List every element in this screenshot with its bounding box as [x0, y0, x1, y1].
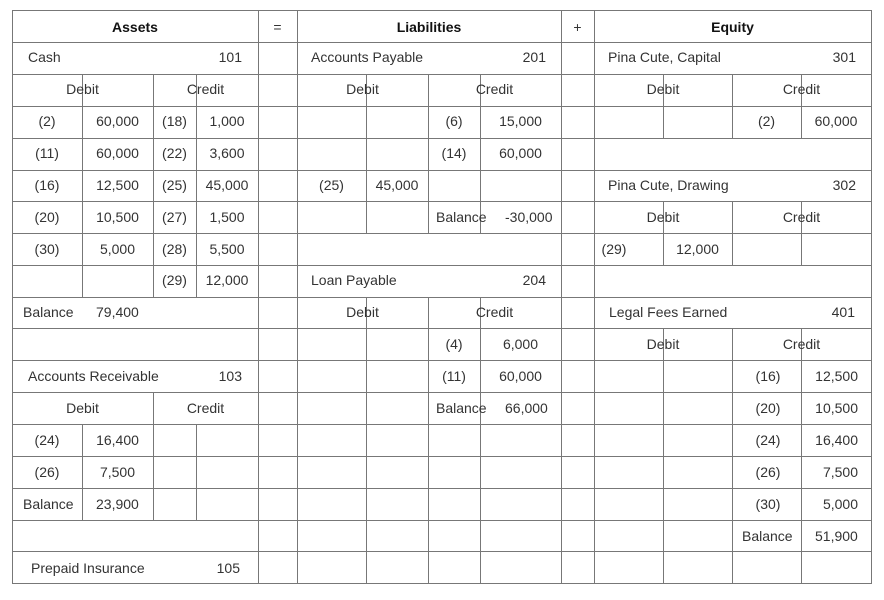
drawing-debit-header: Debit	[646, 209, 680, 225]
grid-line	[366, 297, 367, 584]
cash-debit-ref: (16)	[34, 177, 60, 193]
cash-debit-header: Debit	[66, 81, 99, 97]
cash-balance-amount: 79,400	[96, 304, 139, 320]
grid-line	[12, 328, 872, 329]
cash-debit-amount: 60,000	[96, 113, 139, 129]
ar-credit-header: Credit	[186, 400, 225, 416]
cash-credit-amount: 45,000	[205, 177, 249, 193]
fees-debit-header: Debit	[646, 336, 680, 352]
fees-credit-amount: 7,500	[822, 464, 858, 480]
grid-line	[12, 233, 872, 234]
ap-credit-ref: (6)	[445, 113, 463, 129]
fees-credit-ref: (20)	[755, 400, 781, 416]
grid-line	[12, 488, 872, 489]
loan-credit-amount: 6,000	[502, 336, 539, 352]
grid-line	[12, 170, 872, 171]
grid-line	[561, 10, 562, 584]
fees-balance-amount: 51,900	[815, 528, 858, 544]
cash-credit-ref: (18)	[162, 113, 187, 129]
ar-balance-amount: 23,900	[96, 496, 139, 512]
loan-balance-label: Balance	[436, 400, 487, 416]
loan-debit-header: Debit	[346, 304, 379, 320]
cash-credit-amount: 1,000	[209, 113, 245, 129]
grid-line	[871, 10, 872, 584]
cash-credit-header: Credit	[186, 81, 225, 97]
cash-credit-ref: (25)	[162, 177, 187, 193]
capital-account-name: Pina Cute, Capital	[608, 49, 721, 65]
cash-account-name: Cash	[28, 49, 61, 65]
ar-account-number: 103	[218, 368, 242, 384]
fees-credit-ref: (24)	[755, 432, 781, 448]
cash-credit-ref: (28)	[162, 241, 187, 257]
fees-credit-amount: 16,400	[815, 432, 858, 448]
cash-credit-ref: (29)	[162, 272, 187, 288]
grid-line	[196, 424, 197, 521]
cash-credit-amount: 12,000	[205, 272, 249, 288]
cash-debit-ref: (30)	[34, 241, 60, 257]
grid-line	[12, 42, 872, 43]
grid-line	[12, 201, 872, 202]
ar-debit-header: Debit	[66, 400, 99, 416]
header-plus-sign: +	[573, 19, 582, 35]
fees-credit-header: Credit	[782, 336, 821, 352]
capital-credit-ref: (2)	[757, 113, 776, 129]
ap-credit-ref: (14)	[441, 145, 467, 161]
drawing-debit-amount: 12,000	[676, 241, 719, 257]
grid-line	[12, 265, 872, 266]
ap-credit-header: Credit	[475, 81, 514, 97]
cash-debit-amount: 12,500	[96, 177, 139, 193]
cash-balance-label: Balance	[23, 304, 74, 320]
ap-debit-ref: (25)	[319, 177, 344, 193]
grid-line	[12, 297, 872, 298]
cash-credit-amount: 3,600	[209, 145, 245, 161]
fees-account-name: Legal Fees Earned	[609, 304, 728, 320]
fees-account-number: 401	[831, 304, 855, 320]
header-equals-sign: =	[273, 19, 282, 35]
fees-credit-amount: 10,500	[815, 400, 858, 416]
cash-debit-ref: (11)	[35, 145, 59, 161]
ar-debit-ref: (24)	[34, 432, 60, 448]
prepaid-account-name: Prepaid Insurance	[31, 560, 145, 576]
grid-line	[12, 583, 872, 584]
header-equity: Equity	[711, 19, 754, 35]
ap-account-number: 201	[522, 49, 546, 65]
drawing-account-number: 302	[832, 177, 856, 193]
loan-credit-header: Credit	[475, 304, 514, 320]
grid-line	[12, 392, 872, 393]
fees-credit-ref: (30)	[755, 496, 781, 512]
cash-debit-ref: (20)	[34, 209, 60, 225]
capital-account-number: 301	[832, 49, 856, 65]
ar-balance-label: Balance	[23, 496, 74, 512]
cash-credit-ref: (22)	[162, 145, 187, 161]
fees-credit-amount: 12,500	[815, 368, 858, 384]
loan-account-name: Loan Payable	[311, 272, 397, 288]
cash-debit-ref: (2)	[38, 113, 56, 129]
loan-credit-ref: (4)	[445, 336, 463, 352]
grid-line	[12, 424, 872, 425]
grid-line	[12, 106, 872, 107]
cash-debit-amount: 10,500	[96, 209, 139, 225]
ar-debit-ref: (26)	[34, 464, 60, 480]
loan-credit-amount: 60,000	[499, 368, 542, 384]
drawing-account-name: Pina Cute, Drawing	[608, 177, 729, 193]
header-liabilities: Liabilities	[396, 19, 462, 35]
cash-debit-amount: 60,000	[96, 145, 139, 161]
cash-credit-amount: 5,500	[209, 241, 245, 257]
ar-debit-amount: 7,500	[99, 464, 136, 480]
ap-credit-amount: 60,000	[499, 145, 542, 161]
grid-line	[12, 138, 872, 139]
prepaid-account-number: 105	[216, 560, 240, 576]
cash-credit-amount: 1,500	[209, 209, 245, 225]
capital-credit-amount: 60,000	[814, 113, 858, 129]
grid-line	[732, 328, 733, 584]
ap-balance-amount: -30,000	[505, 209, 553, 225]
loan-balance-amount: 66,000	[505, 400, 548, 416]
capital-credit-header: Credit	[782, 81, 821, 97]
grid-line	[663, 328, 664, 584]
grid-line	[258, 10, 259, 584]
grid-line	[12, 74, 872, 75]
ap-debit-header: Debit	[346, 81, 379, 97]
header-assets: Assets	[112, 19, 158, 35]
cash-debit-amount: 5,000	[99, 241, 136, 257]
drawing-debit-ref: (29)	[601, 241, 627, 257]
ap-debit-amount: 45,000	[375, 177, 419, 193]
grid-line	[12, 520, 872, 521]
fees-credit-ref: (26)	[755, 464, 781, 480]
grid-line	[12, 10, 872, 11]
ap-account-name: Accounts Payable	[311, 49, 424, 65]
fees-credit-amount: 5,000	[822, 496, 858, 512]
grid-line	[12, 456, 872, 457]
fees-credit-ref: (16)	[755, 368, 781, 384]
grid-line	[12, 551, 872, 552]
drawing-credit-header: Credit	[782, 209, 821, 225]
loan-account-number: 204	[522, 272, 546, 288]
ap-credit-amount: 15,000	[499, 113, 542, 129]
cash-account-number: 101	[218, 49, 242, 65]
ap-balance-label: Balance	[436, 209, 487, 225]
loan-credit-ref: (11)	[442, 368, 466, 384]
cash-credit-ref: (27)	[162, 209, 187, 225]
grid-line	[12, 360, 872, 361]
grid-line	[366, 74, 367, 234]
capital-debit-header: Debit	[646, 81, 680, 97]
fees-balance-label: Balance	[742, 528, 793, 544]
ar-debit-amount: 16,400	[96, 432, 139, 448]
ar-account-name: Accounts Receivable	[28, 368, 159, 384]
